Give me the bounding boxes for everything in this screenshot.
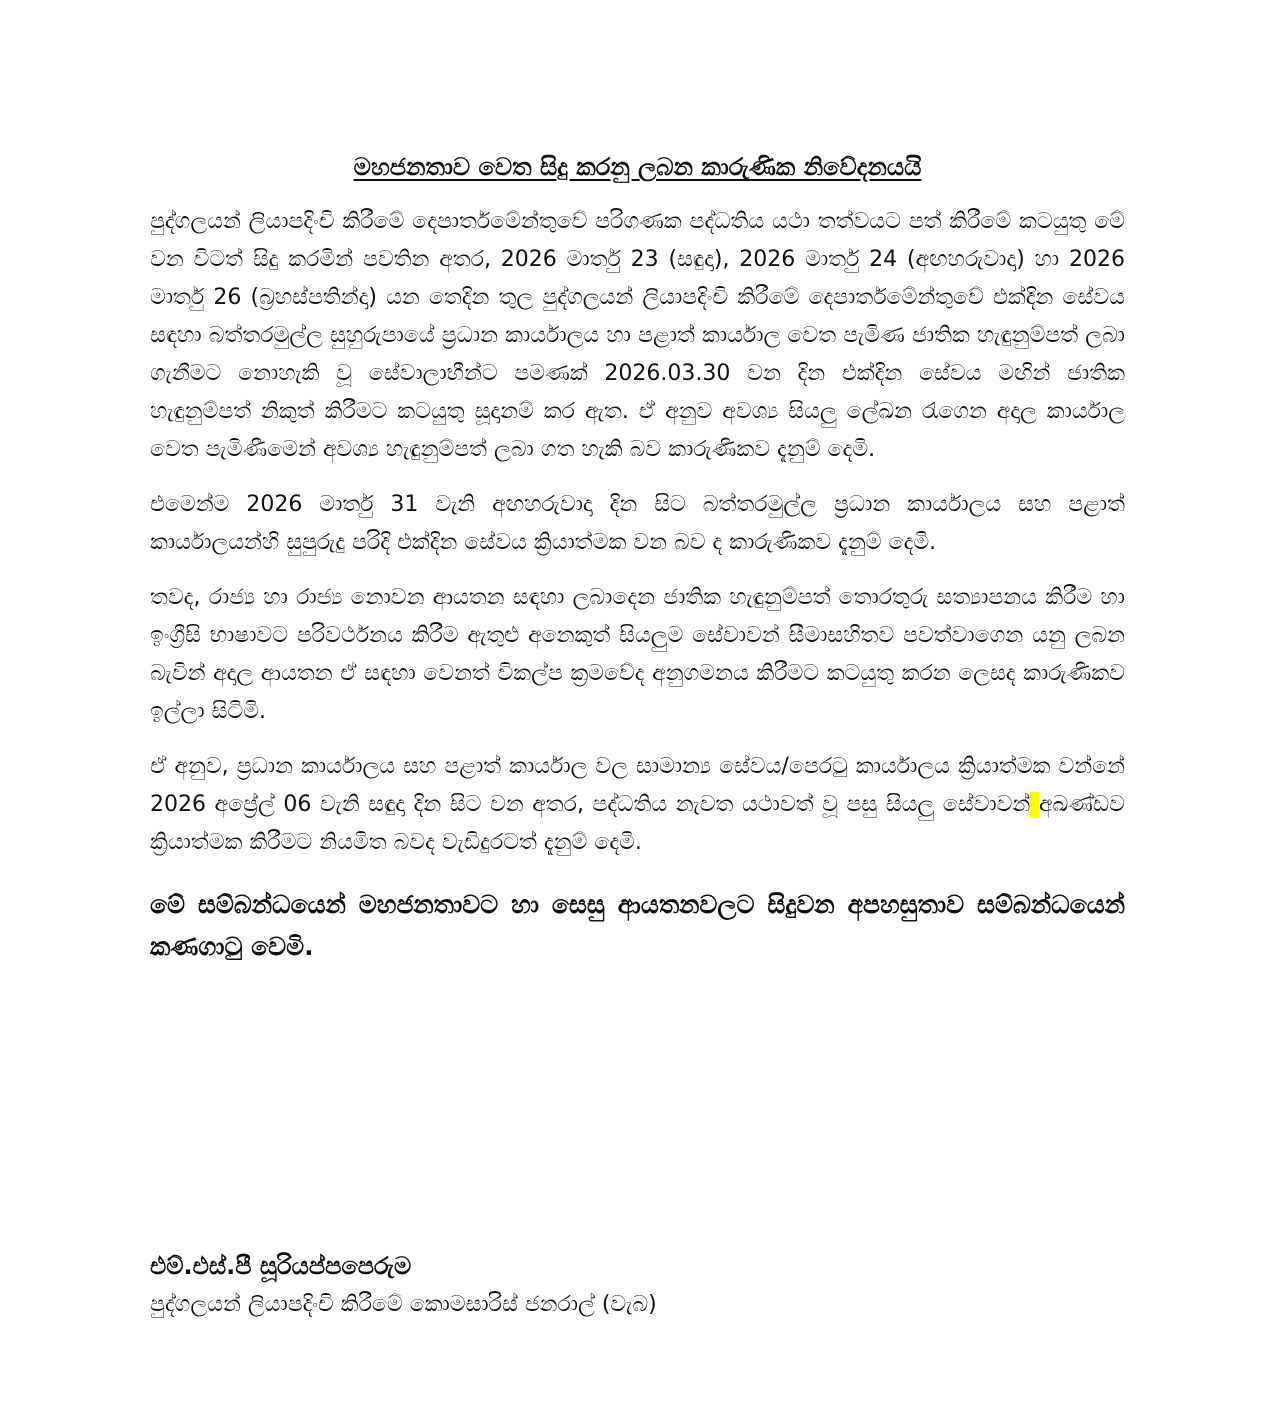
highlighted-text (1030, 792, 1039, 817)
signatory-name: එම්.එස්.පී සූරියප්පපෙරුම (150, 1252, 412, 1280)
paragraph-4-text-start: ඒ අනුව, ප්‍රධාන කාර්යාලය සහ පළාත් කාර්යාල වල සාමාන්‍ය සේවය/පෙරටු කාර්යාලය ක්‍රියාත්මක වන්නේ 2026 අප්‍රේල් 06 වැනි සඳුදා දින සිට වන අතර, පද්ධතිය නැවත යථාවත් වූ පසු සියලු සේවාවන් (150, 754, 1125, 817)
paragraph-4 (150, 748, 1125, 862)
closing-statement: මේ සම්බන්ධයෙන් මහජනතාවට හා සෙසු ආයතනවලට සිදුවන අපහසුතාව සම්බන්ධයෙන් කණගාටු වෙමි. (150, 890, 1125, 961)
notice-title: මහජනතාව වෙත සිදු කරනු ලබන කාරුණික නිවේදනයයි (353, 153, 922, 181)
paragraph-1: පුද්ගලයන් ලියාපදිංචි කිරීමේ දෙපාර්තමේන්තුවේ පරිගණක පද්ධතිය යථා තත්වයට පත් කිරීමේ කටයුතු මේ වන විටත් සිදු කරමින් පවතින අතර, 2026 මාර්තු 23 (සඳුදා), 2026 මාර්තු 24 (අඟහරුවාදා) හා 2026 මාර්තු 26 (බ්‍රහස්පතින්දා) යන තෙදින තුල පුද්ගලයන් ලියාපදිංචි කිරීමේ දෙපාර්තමේන්තුවේ එක්දින සේවය සඳහා බත්තරමුල්ල සුහුරුපායේ ප්‍රධාන කාර්යාලය හා පළාත් කාර්යාල වෙත පැමිණ ජාතික හැඳුනුම්පත් ලබා ගැනීමට නොහැකි වූ සේවාලාභීන්ට පමණක් 2026.03.30 වන දින එක්දින සේවය මඟින් ජාතික හැඳුනුම්පත් නිකුත් කිරීමට කටයුතු සූදානම් කර ඇත. ඒ අනුව අවශ්‍ය සියලු ලේඛන රැගෙන අදාල කාර්යාල වෙත පැමිණීමෙන් අවශ්‍ය හැඳුනුම්පත් ලබා ගත හැකි බව කාරුණිකව දැනුම් දෙමි. (150, 209, 1125, 462)
paragraph-3: තවද, රාජ්‍ය හා රාජ්‍ය නොවන ආයතන සඳහා ලබාදෙන ජාතික හැඳුනුම්පත් තොරතුරු සත්‍යාපනය කිරීම හා ඉංග්‍රීසි භාෂාවට පරිවර්ථනය කිරීම ඇතුළු අනෙකුත් සියලුම සේවාවන් සීමාසහිතව පවත්වාගෙන යනු ලබන බැවින් අදාල ආයතන ඒ සඳහා වෙනත් විකල්ප ක්‍රමවේද අනුගමනය කිරීමට කටයුතු කරන ලෙසද කාරුණිකව ඉල්ලා සිටිමි. (150, 585, 1125, 724)
paragraph-2: එමෙන්ම 2026 මාර්තු 31 වැනි අඟහරුවාදා දින සිට බත්තරමුල්ල ප්‍රධාන කාර්යාලය සහ පළාත් කාර්යාලයන්හි සුපුරුදු පරිදි එක්දින සේවය ක්‍රියාත්මක වන බව ද කාරුණිකව දැනුම් දෙමි. (150, 492, 1125, 555)
signatory-designation: පුද්ගලයන් ලියාපදිංචි කිරීමේ කොමසාරිස් ජනරාල් (වැබ) (150, 1292, 657, 1317)
paragraph-4-text-end: අඛණ්ඩව ක්‍රියාත්මක කිරීමට නියමිත බවද වැඩිදුරටත් දැනුම් දෙමි. (150, 792, 1125, 855)
document-body (150, 145, 1125, 968)
